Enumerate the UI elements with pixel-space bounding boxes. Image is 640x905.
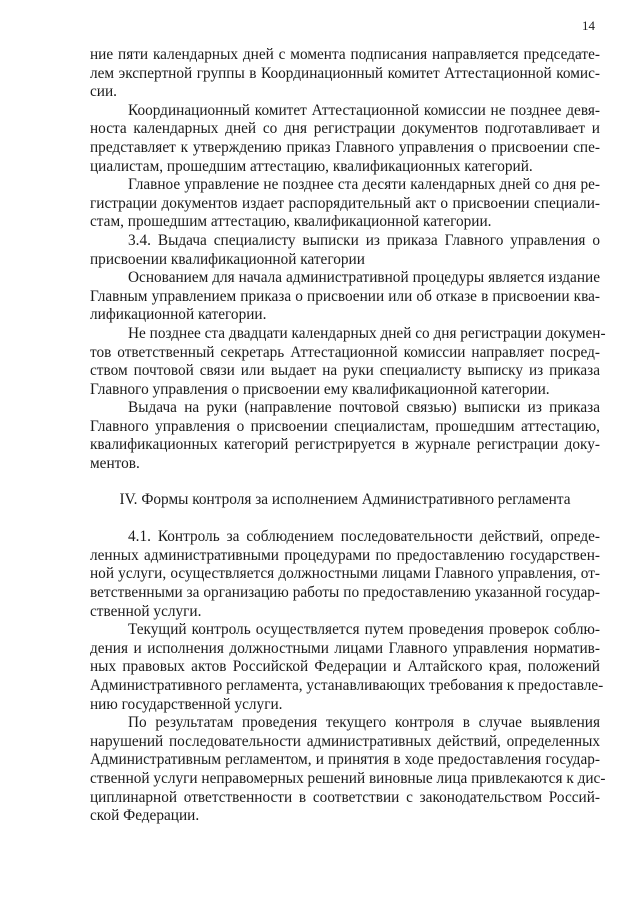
- text-line: носта календарных дней со дня регистрации документов подготавливает и: [90, 120, 600, 138]
- text-line: 4.1. Контроль за соблюдением последовательности действий, опреде-: [128, 528, 600, 546]
- text-line: нию государственной услуги.: [90, 695, 283, 713]
- paragraph: [90, 232, 600, 269]
- paragraphs-before-section: [90, 46, 606, 474]
- text-line: Главного управления о присвоении ему квалификационной категории.: [90, 380, 550, 398]
- text-line: сии.: [90, 83, 117, 101]
- paragraphs-after-section: [90, 528, 606, 826]
- text-line: представляет к утверждению приказ Главного управления о присвоении спе-: [90, 138, 600, 156]
- paragraph: [90, 176, 600, 232]
- text-line: Основанием для начала административной процедуры является издание: [128, 269, 600, 287]
- text-line: квалификационных категорий регистрируется в журнале регистрации доку-: [90, 436, 600, 454]
- paragraph: [90, 399, 600, 473]
- page-number: 14: [582, 18, 595, 33]
- document-body: [90, 46, 606, 826]
- text-line: циплинарной ответственности в соответствии с законодательством Россий-: [90, 788, 600, 806]
- text-line: циалистам, прошедшим аттестацию, квалификационных категорий.: [90, 157, 533, 175]
- text-line: ной услуги, осуществляется должностными лицами Главного управления, от-: [90, 565, 600, 583]
- text-line: нарушений последовательности административных действий, определенных: [90, 732, 600, 750]
- text-line: Главное управление не позднее ста десяти календарных дней со дня ре-: [128, 176, 600, 194]
- text-line: Координационный комитет Аттестационной комиссии не позднее девя-: [128, 101, 600, 119]
- text-line: стам, прошедшим аттестацию, квалификационной категории.: [90, 213, 492, 231]
- text-line: 3.4. Выдача специалисту выписки из приказа Главного управления о: [128, 231, 600, 249]
- text-line: ской Федерации.: [90, 807, 200, 825]
- text-line: присвоении квалификационной категории: [90, 250, 365, 268]
- section-heading: IV. Формы контроля за исполнением Административного регламента: [119, 490, 571, 508]
- paragraph: [90, 269, 600, 325]
- text-line: Административным регламентом, и принятия в ходе предоставления государ-: [90, 751, 600, 769]
- text-line: ственной услуги неправомерных решений виновные лица привлекаются к дис-: [90, 769, 606, 787]
- text-line: Выдача на руки (направление почтовой связью) выписки из приказа: [128, 399, 600, 417]
- text-line: лификационной категории.: [90, 306, 267, 324]
- paragraph: [90, 324, 606, 399]
- text-line: гистрации документов издает распорядительный акт о присвоении специали-: [90, 194, 600, 212]
- text-line: ние пяти календарных дней с момента подписания направляется председате-: [90, 46, 600, 63]
- paragraph: [90, 46, 600, 102]
- paragraph: [90, 714, 606, 826]
- text-line: лем экспертной группы в Координационный комитет Аттестационной комис-: [90, 64, 600, 82]
- paragraph: [90, 102, 600, 176]
- text-line: ментов.: [90, 455, 140, 473]
- text-line: Не позднее ста двадцати календарных дней со дня регистрации докумен-: [128, 324, 606, 342]
- paragraph: [90, 621, 604, 714]
- paragraph: [90, 528, 600, 621]
- text-line: ветственными за организацию работы по предоставлению указанной государ-: [90, 584, 600, 602]
- text-line: ных правовых актов Российской Федерации и Алтайского края, положений: [90, 658, 600, 676]
- text-line: Главным управлением приказа о присвоении или об отказе в присвоении ква-: [90, 287, 600, 305]
- text-line: дения и исполнения должностными лицами Главного управления норматив-: [90, 639, 600, 657]
- text-line: Административного регламента, устанавливающих требования к предоставле-: [90, 677, 604, 694]
- text-line: ством почтовой связи или выдает на руки специалисту выписку из приказа: [90, 362, 600, 380]
- text-line: Текущий контроль осуществляется путем проведения проверок соблю-: [128, 621, 600, 639]
- text-line: ленных административными процедурами по предоставлению государствен-: [90, 546, 600, 564]
- text-line: По результатам проведения текущего контроля в случае выявления: [128, 714, 600, 732]
- text-line: Главного управления о присвоении специалистам, прошедшим аттестацию,: [90, 417, 600, 435]
- text-line: ственной услуги.: [90, 602, 202, 620]
- text-line: тов ответственный секретарь Аттестационной комиссии направляет посред-: [90, 343, 600, 361]
